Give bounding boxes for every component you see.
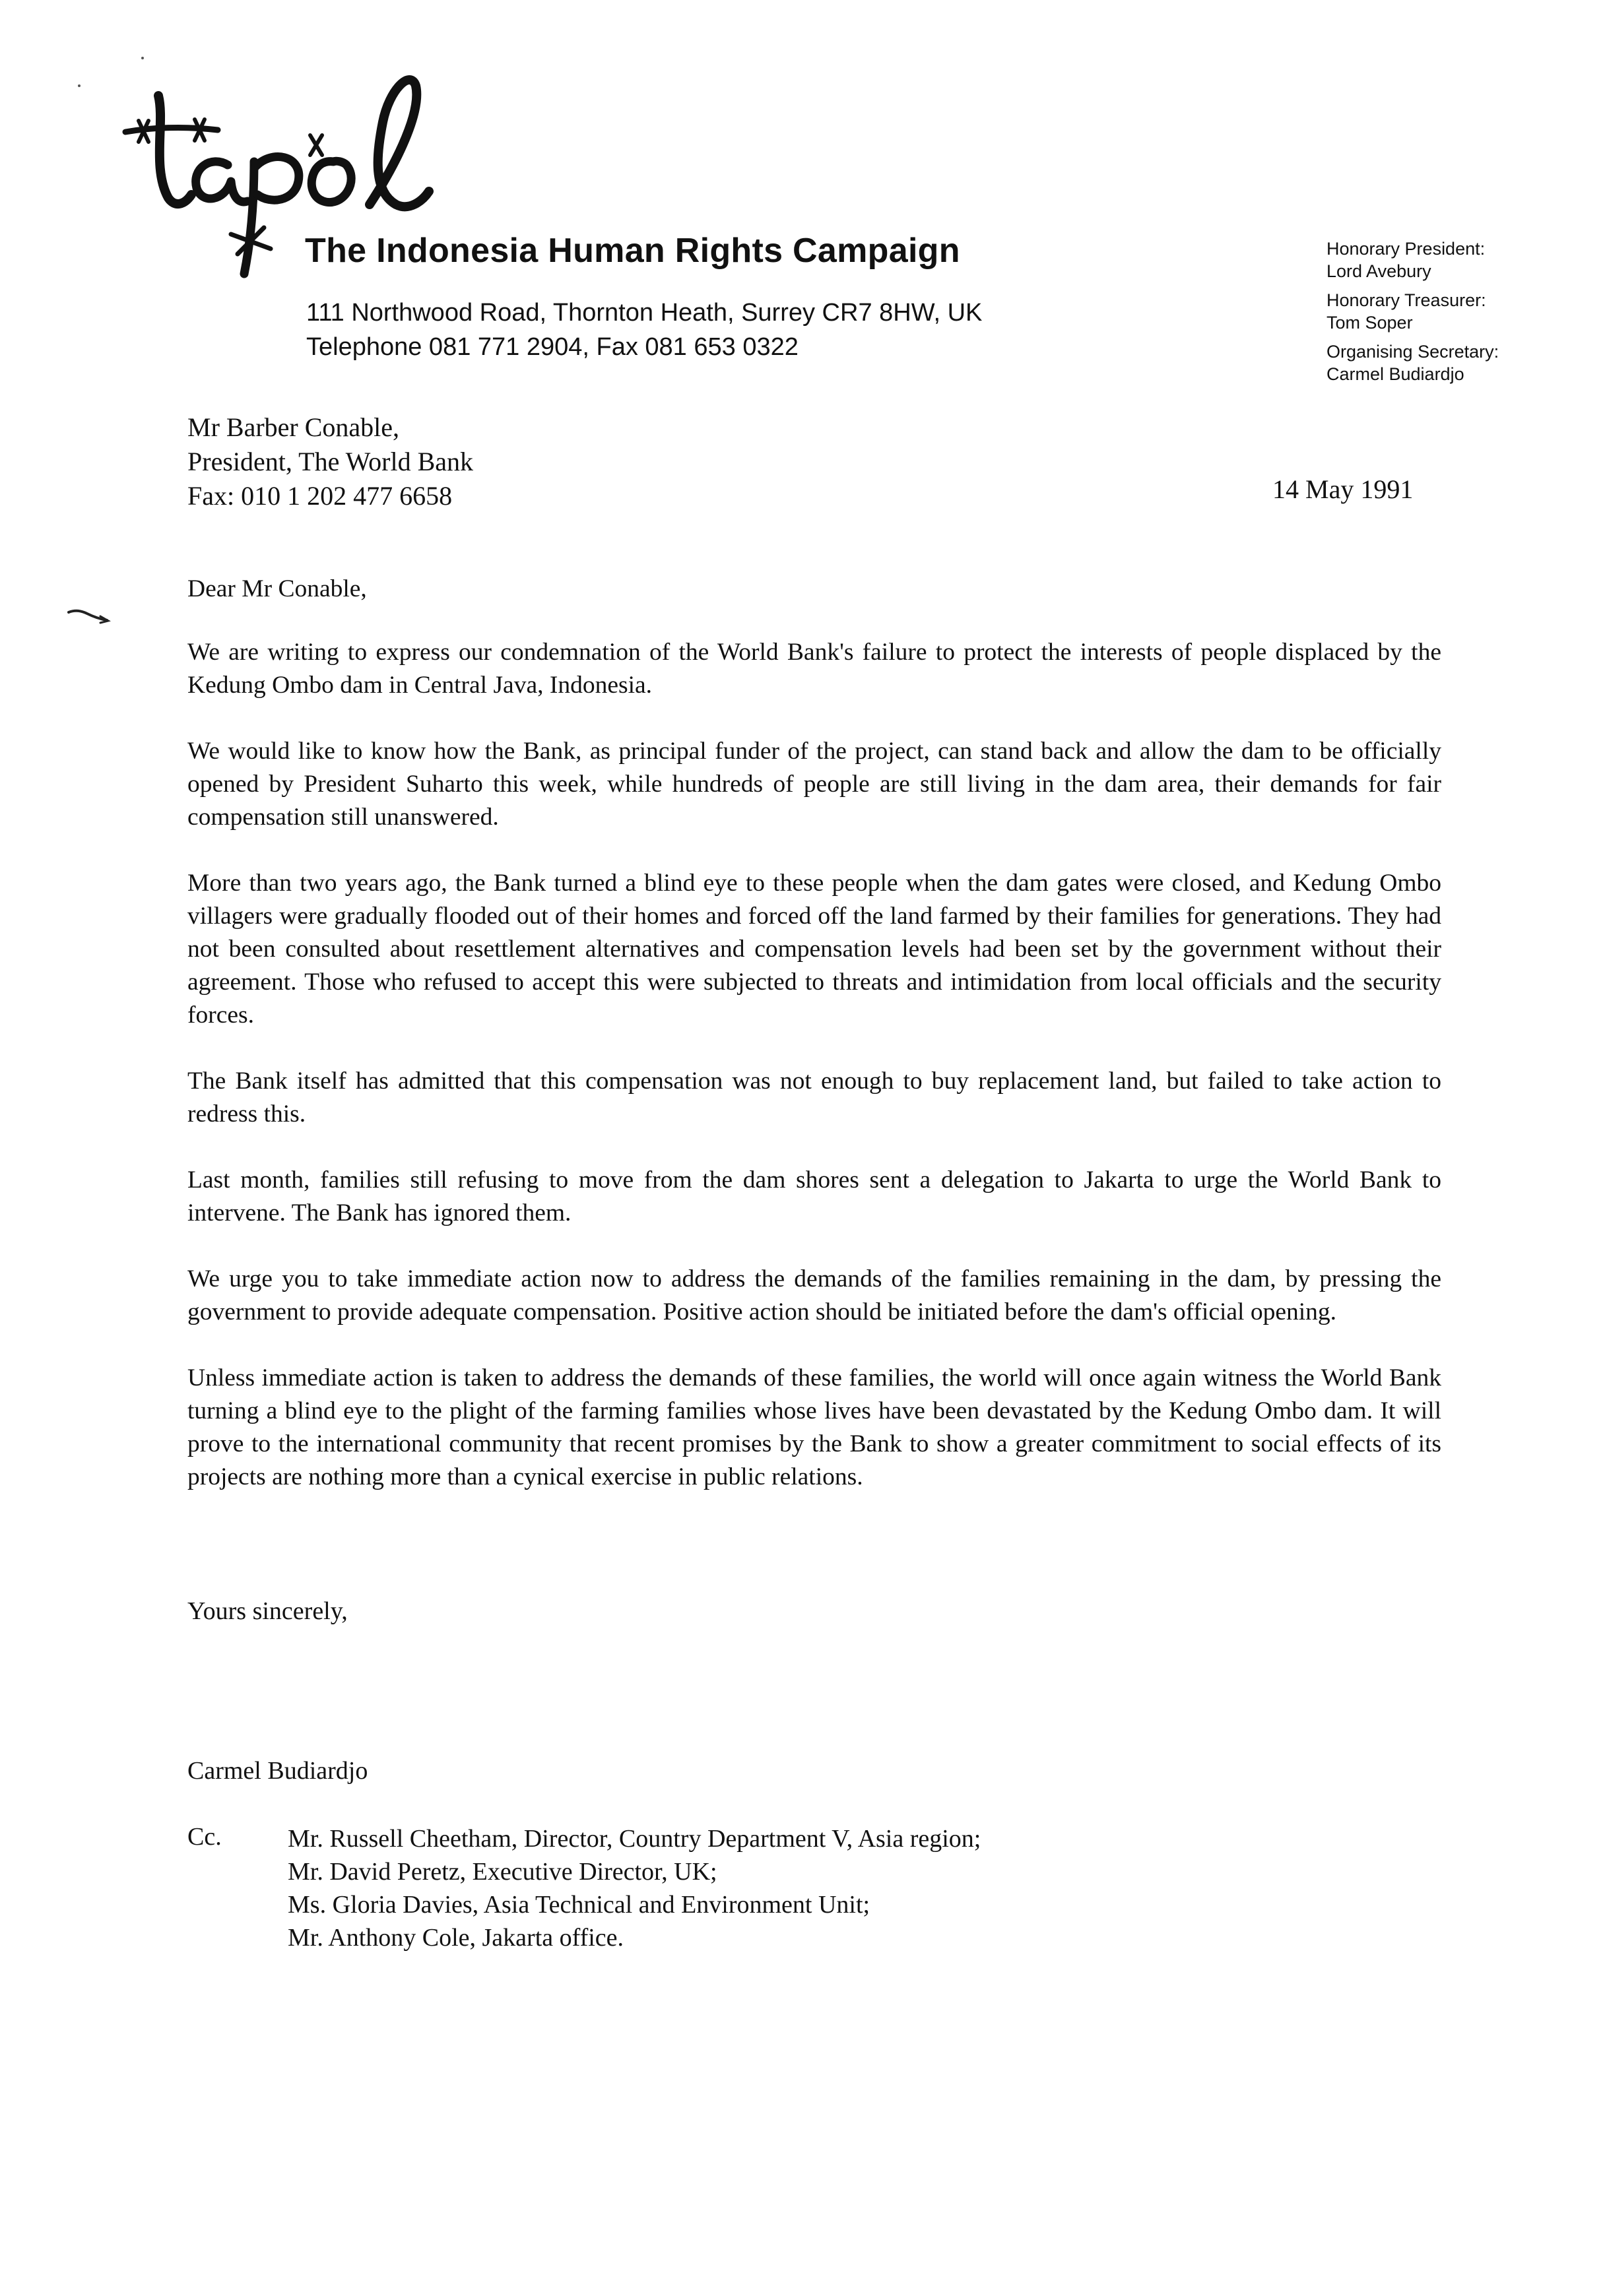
body-paragraph: More than two years ago, the Bank turned a blind eye to these people when the dam gates were closed, and Kedung Ombo villagers were gradually flooded out of their homes and forced off the land farmed by their families for generations. They had not been consulted about resettlement alternatives and compensation levels had been set by the government without their agreement. Those who refused to accept this were subjected to threats and intimidation from local officials and the security forces. (187, 870, 1441, 1029)
letter-body (187, 573, 1441, 1527)
officer-name: Carmel Budiardjo (1327, 364, 1464, 384)
cc-label: Cc. (187, 1823, 222, 1851)
salutation: Dear Mr Conable, (187, 575, 367, 602)
officer-name: Tom Soper (1327, 313, 1413, 333)
address-line: 111 Northwood Road, Thornton Heath, Surrey CR7 8HW, UK (306, 299, 983, 327)
organisation-name: The Indonesia Human Rights Campaign (305, 232, 960, 270)
cc-recipient: Mr. Russell Cheetham, Director, Country Department V, Asia region; (288, 1825, 981, 1853)
cc-recipient: Mr. David Peretz, Executive Director, UK; (288, 1858, 717, 1886)
officers-list (1327, 238, 1499, 392)
letter-date: 14 May 1991 (1272, 474, 1414, 504)
addressee-block (187, 410, 473, 513)
officer-role: Honorary President: (1327, 239, 1486, 259)
scan-speck (78, 84, 81, 87)
addressee-fax: Fax: 010 1 202 477 6658 (187, 481, 453, 511)
scan-speck (141, 57, 144, 59)
officer-role: Honorary Treasurer: (1327, 290, 1486, 310)
addressee-title: President, The World Bank (187, 447, 474, 476)
body-paragraph: We urge you to take immediate action now to address the demands of the families remaining in the dam, by pressing the government to provide adequate compensation. Positive action should be initiated before the dam's official opening. (187, 1265, 1441, 1325)
cc-list (288, 1822, 981, 1954)
officer-role: Organising Secretary: (1327, 342, 1499, 362)
body-paragraph: We are writing to express our condemnation of the World Bank's failure to protect the interests of people displaced by the Kedung Ombo dam in Central Java, Indonesia. (187, 639, 1441, 699)
body-paragraph: Last month, families still refusing to move from the dam shores sent a delegation to Jakarta to urge the World Bank to intervene. The Bank has ignored them. (187, 1166, 1441, 1227)
margin-pen-mark (66, 606, 112, 625)
addressee-name: Mr Barber Conable, (187, 412, 400, 442)
body-paragraph: The Bank itself has admitted that this compensation was not enough to buy replacement land, but failed to take action to redress this. (187, 1068, 1441, 1128)
body-paragraph: Unless immediate action is taken to address the demands of these families, the world will once again witness the World Bank turning a blind eye to the plight of the farming families whose lives have been devastated by the Kedung Ombo dam. It will prove to the international community that recent promises by the Bank to show a greater commitment to social effects of its projects are nothing more than a cynical exercise in public relations. (187, 1364, 1441, 1490)
organisation-address (306, 296, 982, 364)
officer-name: Lord Avebury (1327, 261, 1431, 281)
closing: Yours sincerely, (187, 1597, 348, 1625)
cc-recipient: Mr. Anthony Cole, Jakarta office. (288, 1924, 624, 1952)
contact-line: Telephone 081 771 2904, Fax 081 653 0322 (306, 333, 799, 361)
body-paragraph: We would like to know how the Bank, as principal funder of the project, can stand back and allow the dam to be officially opened by President Suharto this week, while hundreds of people are still living in the dam area, their demands for fair compensation still unanswered. (187, 738, 1441, 831)
signatory-name: Carmel Budiardjo (187, 1757, 368, 1785)
cc-recipient: Ms. Gloria Davies, Asia Technical and Environment Unit; (288, 1891, 870, 1919)
